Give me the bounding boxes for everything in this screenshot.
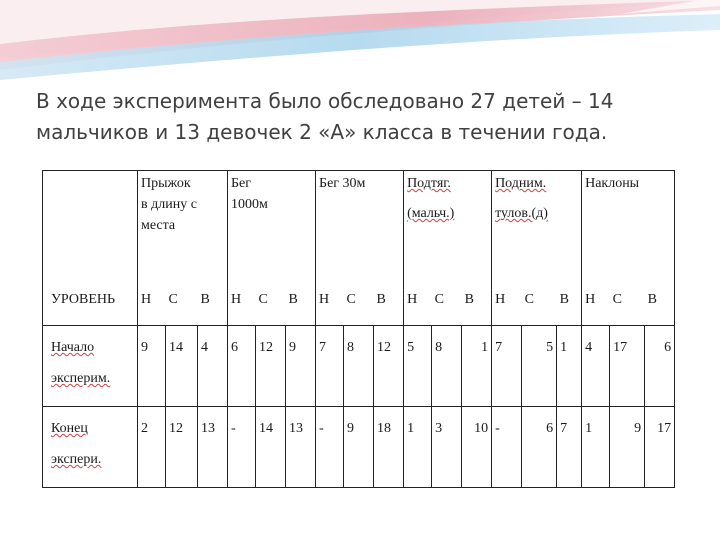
table-cell: 13 [198,407,228,488]
level-low: Н [138,275,166,326]
table-cell: 7 [492,326,522,407]
level-high: В [557,275,582,326]
table-cell: 8 [432,326,462,407]
table-cell: 5 [522,326,557,407]
table-cell: 4 [198,326,228,407]
table-cell: 6 [522,407,557,488]
table-cell: 6 [645,326,675,407]
table-cell: 12 [256,326,286,407]
table-cell: 4 [582,326,610,407]
level-high: В [462,275,492,326]
table-cell: 1 [404,407,432,488]
level-high: В [374,275,404,326]
level-low: Н [582,275,610,326]
table-cell: 12 [374,326,404,407]
row-label-start: Начало эксперим. [43,326,138,407]
table-cell: 9 [286,326,316,407]
heading-line-1: В ходе эксперимента было обследовано 27 детей – 14 [36,89,614,113]
table-cell: 13 [286,407,316,488]
table-cell: 12 [166,407,198,488]
results-table [42,170,675,488]
group-header-run-1000m: Бег 1000м [228,171,316,276]
level-low: Н [228,275,256,326]
table-cell: - [316,407,344,488]
table-cell: - [228,407,256,488]
level-high: В [645,275,675,326]
level-high: В [198,275,228,326]
level-low: Н [492,275,522,326]
slide-heading [36,86,696,148]
table-cell: 5 [404,326,432,407]
header-decoration [0,0,720,80]
level-mid: С [610,275,645,326]
level-low: Н [316,275,344,326]
level-mid: С [166,275,198,326]
table-cell: 10 [462,407,492,488]
table-cell: 2 [138,407,166,488]
table-corner-cell [43,171,138,276]
table-cell: 8 [344,326,374,407]
table-cell: 7 [557,407,582,488]
table-cell: 3 [432,407,462,488]
table-cell: 17 [610,326,645,407]
table-cell: 6 [228,326,256,407]
level-label: УРОВЕНЬ [43,275,138,326]
table-header-row [43,171,675,276]
level-mid: С [344,275,374,326]
row-label-end: Конец экспери. [43,407,138,488]
table-row-end [43,407,675,488]
group-header-run-30m: Бег 30м [316,171,404,276]
table-level-row [43,275,675,326]
table-cell: 9 [138,326,166,407]
group-header-bends: Наклоны [582,171,675,276]
heading-line-2: мальчиков и 13 девочек 2 «А» класса в течении года. [36,120,608,144]
table-cell: 1 [582,407,610,488]
table-cell: 14 [256,407,286,488]
level-mid: С [432,275,462,326]
level-high: В [286,275,316,326]
table-cell: 18 [374,407,404,488]
table-cell: 14 [166,326,198,407]
group-header-long-jump: Прыжок в длину с места [138,171,228,276]
table-row-start [43,326,675,407]
level-mid: С [256,275,286,326]
table-cell: - [492,407,522,488]
table-cell: 9 [610,407,645,488]
group-header-sit-ups: Подним. тулов.(д) [492,171,582,276]
level-mid: С [522,275,557,326]
table-cell: 1 [557,326,582,407]
group-header-pull-ups: Подтяг. (мальч.) [404,171,492,276]
table-cell: 7 [316,326,344,407]
table-cell: 9 [344,407,374,488]
table-cell: 1 [462,326,492,407]
table-cell: 17 [645,407,675,488]
level-low: Н [404,275,432,326]
